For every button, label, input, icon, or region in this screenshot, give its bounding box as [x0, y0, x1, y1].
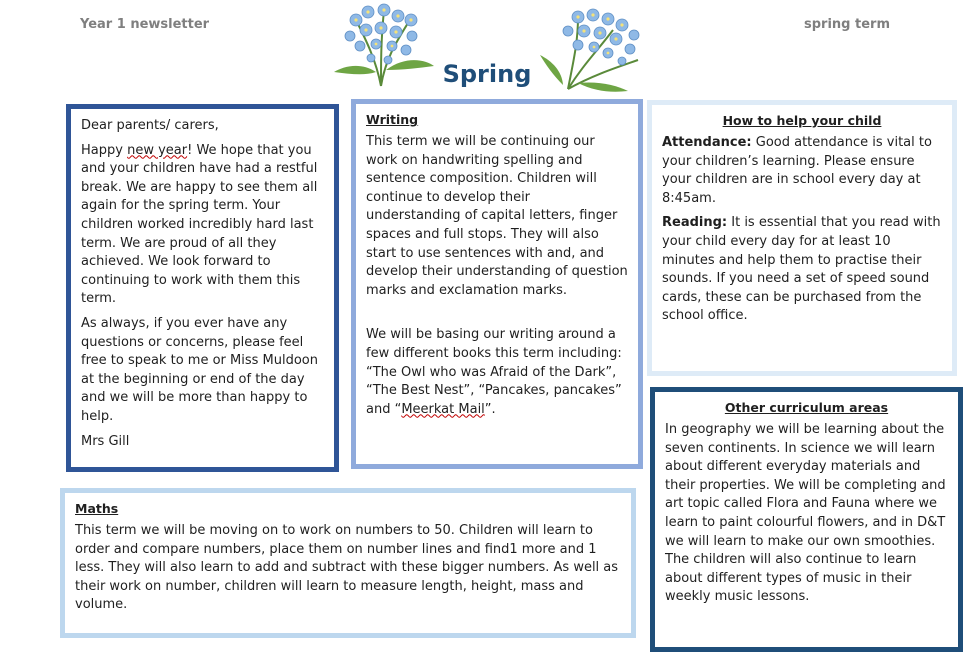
maths-box: [60, 488, 636, 638]
writing-box: [351, 99, 643, 469]
other-curriculum-box: [650, 387, 963, 652]
page-title: Spring: [442, 60, 532, 88]
other-paragraph: In geography we will be learning about the seven continents. In science we will learn about different everyday materials and their properties. We will be completing and art topic called Flora and Fauna where we learn to paint colourful flowers, and in D&T we will learn to make our own smoothies. The children will also continue to learn about different types of music in their weekly music lessons.: [665, 422, 946, 605]
letter-greeting: Dear parents/ carers,: [81, 118, 219, 133]
reading-text: It is essential that you read with your child every day for at least 10 minutes and help them to practise their sounds. If you need a set of speed sound cards, these can be purchased from the school office.: [662, 215, 941, 324]
writing-p2-end: ”.: [484, 401, 496, 417]
letter-signoff: Mrs Gill: [81, 433, 130, 449]
writing-p2-start: We will be basing our writing around a few different books this term including: “The Owl who was Afraid of the Dark”, “The Best Nest”, “Pancakes, pancakes” and “: [366, 327, 622, 417]
parent-letter-box: [66, 104, 339, 472]
attendance-text: Good attendance is vital to your children’s learning. Please ensure your children are in school every day at 8:45am.: [662, 135, 932, 206]
reading-paragraph: [662, 214, 942, 326]
writing-paragraph-2: [366, 326, 628, 419]
writing-p2-spellcheck-word: Meerkat Mail: [401, 401, 485, 417]
help-heading: How to help your child: [722, 113, 882, 128]
attendance-label: Attendance:: [662, 135, 752, 150]
other-heading: Other curriculum areas: [724, 400, 889, 415]
letter-paragraph-1: [81, 142, 324, 309]
term-label: spring term: [804, 17, 890, 32]
letter-p1-end: ! We hope that you and your children have had a restful break. We are happy to see them all again for the spring term. Your children worked incredibly hard last term. We are proud of all they achieved. We look forward to continuing to work with them this term.: [81, 142, 318, 307]
letter-p1-start: Happy: [81, 142, 128, 158]
letter-p1-spellcheck-word: new year: [127, 142, 188, 158]
newsletter-label: Year 1 newsletter: [80, 17, 210, 32]
reading-label: Reading:: [662, 215, 728, 231]
maths-paragraph: This term we will be moving on to work on numbers to 50. Children will learn to order and compare numbers, place them on number lines and find1 more and 1 less. They will also learn to add and subtract with these bigger numbers. As well as their work on number, children will learn to measure length, height, mass and volume.: [75, 523, 619, 613]
writing-paragraph-1: This term we will be continuing our work on handwriting spelling and sentence composition. Children will continue to develop their understanding of capital letters, finger spaces and full stops. They will also start to use sentences with and, and develop their understanding of question marks and exclamation marks.: [366, 134, 628, 298]
maths-heading: Maths: [75, 501, 119, 516]
how-to-help-box: [647, 100, 957, 376]
writing-heading: Writing: [366, 112, 419, 127]
attendance-paragraph: [662, 134, 942, 208]
letter-paragraph-2: As always, if you ever have any questions or concerns, please feel free to speak to me or Miss Muldoon at the beginning or end of the day and we will be more than happy to help.: [81, 315, 318, 424]
